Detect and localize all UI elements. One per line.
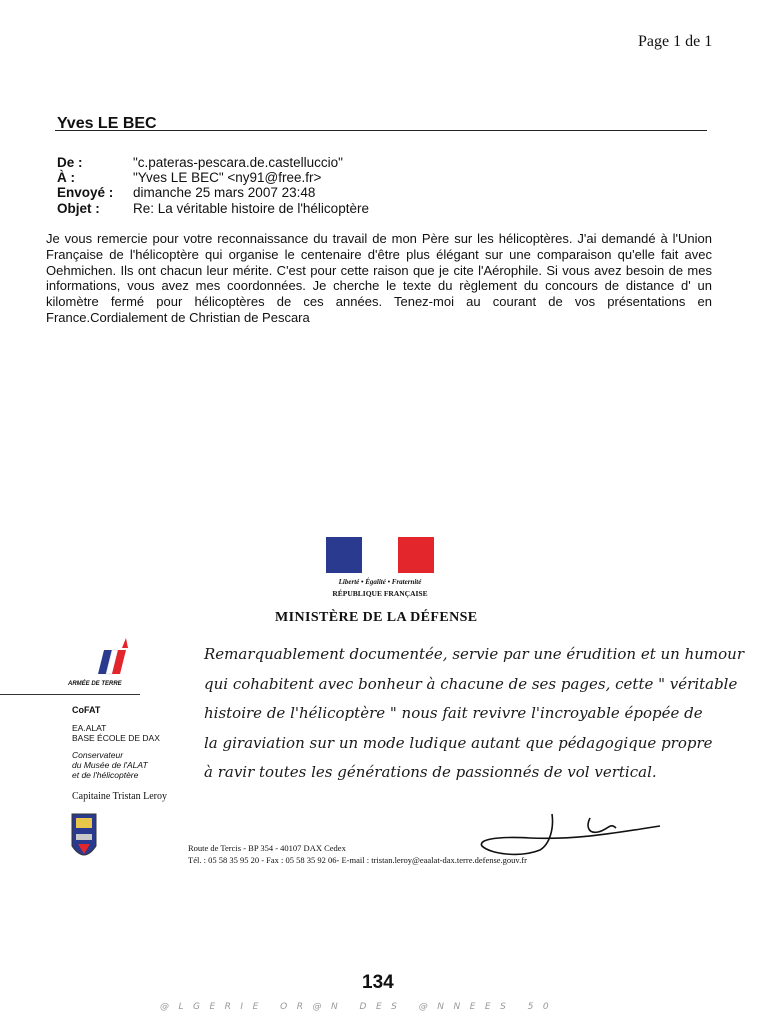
marianne-logo [326, 537, 434, 573]
subject-label: Objet : [57, 201, 100, 216]
conservateur-line-1: Conservateur [72, 750, 124, 760]
page-footer: @LGERIE OR@N DES @NNEES 50 [160, 1002, 559, 1012]
header-from [57, 155, 343, 171]
page-number: Page 1 de 1 [638, 33, 713, 50]
republic-name: RÉPUBLIQUE FRANÇAISE [332, 589, 428, 598]
base-label: BASE ÉCOLE DE DAX [72, 733, 160, 743]
header-to [57, 170, 321, 186]
conservateur-line-2: du Musée de l'ALAT [72, 760, 148, 770]
sent-value: dimanche 25 mars 2007 23:48 [133, 185, 316, 200]
sender-divider [55, 130, 707, 131]
to-label: À : [57, 170, 75, 185]
sent-label: Envoyé : [57, 185, 114, 200]
army-divider [0, 694, 140, 695]
header-subject [57, 201, 369, 217]
signature-icon [470, 810, 670, 860]
french-flag-icon [326, 537, 434, 573]
shield-icon [70, 810, 98, 864]
handwritten-line: la giraviation sur un mode ludique autant que pédagogique propre [204, 733, 713, 752]
message-body: Je vous remercie pour votre reconnaissance du travail de mon Père sur les hélicoptères. J'ai demandé à l'Union Française de l'hélicoptère qui organise le centenaire d'être plus élégant sur une comparaison qu'elle fait avec Oehmichen. Ils ont chacun leur mérite. C'est pour cette raison que je cite l'Aérophile. Si vous avez besoin de mes informations, vous avez mes coordonnées. Je cherche le texte du règlement du concours de distance d' un kilomètre fermé pour hélicoptères de ces années. Tenez-moi au courant de vos présentations en France.Cordialement de Christian de Pescara [46, 231, 712, 325]
subject-value: Re: La véritable histoire de l'hélicoptère [133, 201, 369, 216]
army-logo-icon [92, 636, 132, 676]
handwritten-line: à ravir toutes les générations de passionnés de vol vertical. [204, 763, 657, 781]
army-label: ARMÉE DE TERRE [68, 681, 122, 687]
conservateur-line-3: et de l'hélicoptère [72, 770, 139, 780]
ealat-label: EA.ALAT [72, 723, 107, 733]
republic-motto: Liberté • Égalité • Fraternité [338, 578, 422, 586]
ministry-title: MINISTÈRE DE LA DÉFENSE [275, 610, 478, 625]
from-label: De : [57, 155, 83, 170]
address-line-2: Tél. : 05 58 35 95 20 - Fax : 05 58 35 92 06- E-mail : tristan.leroy@eaalat-dax.terre.defense.gouv.fr [188, 855, 527, 865]
cofat-label: CoFAT [72, 705, 101, 715]
handwritten-line: Remarquablement documentée, servie par une érudition et un humour [204, 645, 744, 663]
page-footer-number: 134 [362, 972, 394, 993]
handwritten-note [204, 640, 764, 788]
from-value: "c.pateras-pescara.de.castelluccio" [133, 155, 343, 170]
address-line-1: Route de Tercis - BP 354 - 40107 DAX Cedex [188, 843, 346, 853]
handwritten-line: qui cohabitent avec bonheur à chacune de ses pages, cette " véritable [204, 674, 738, 693]
captain-name: Capitaine Tristan Leroy [72, 791, 167, 802]
header-sent [57, 185, 315, 201]
sender-name: Yves LE BEC [57, 115, 157, 132]
handwritten-line: histoire de l'hélicoptère " nous fait revivre l'incroyable épopée de [204, 704, 703, 722]
to-value: "Yves LE BEC" <ny91@free.fr> [133, 170, 322, 185]
